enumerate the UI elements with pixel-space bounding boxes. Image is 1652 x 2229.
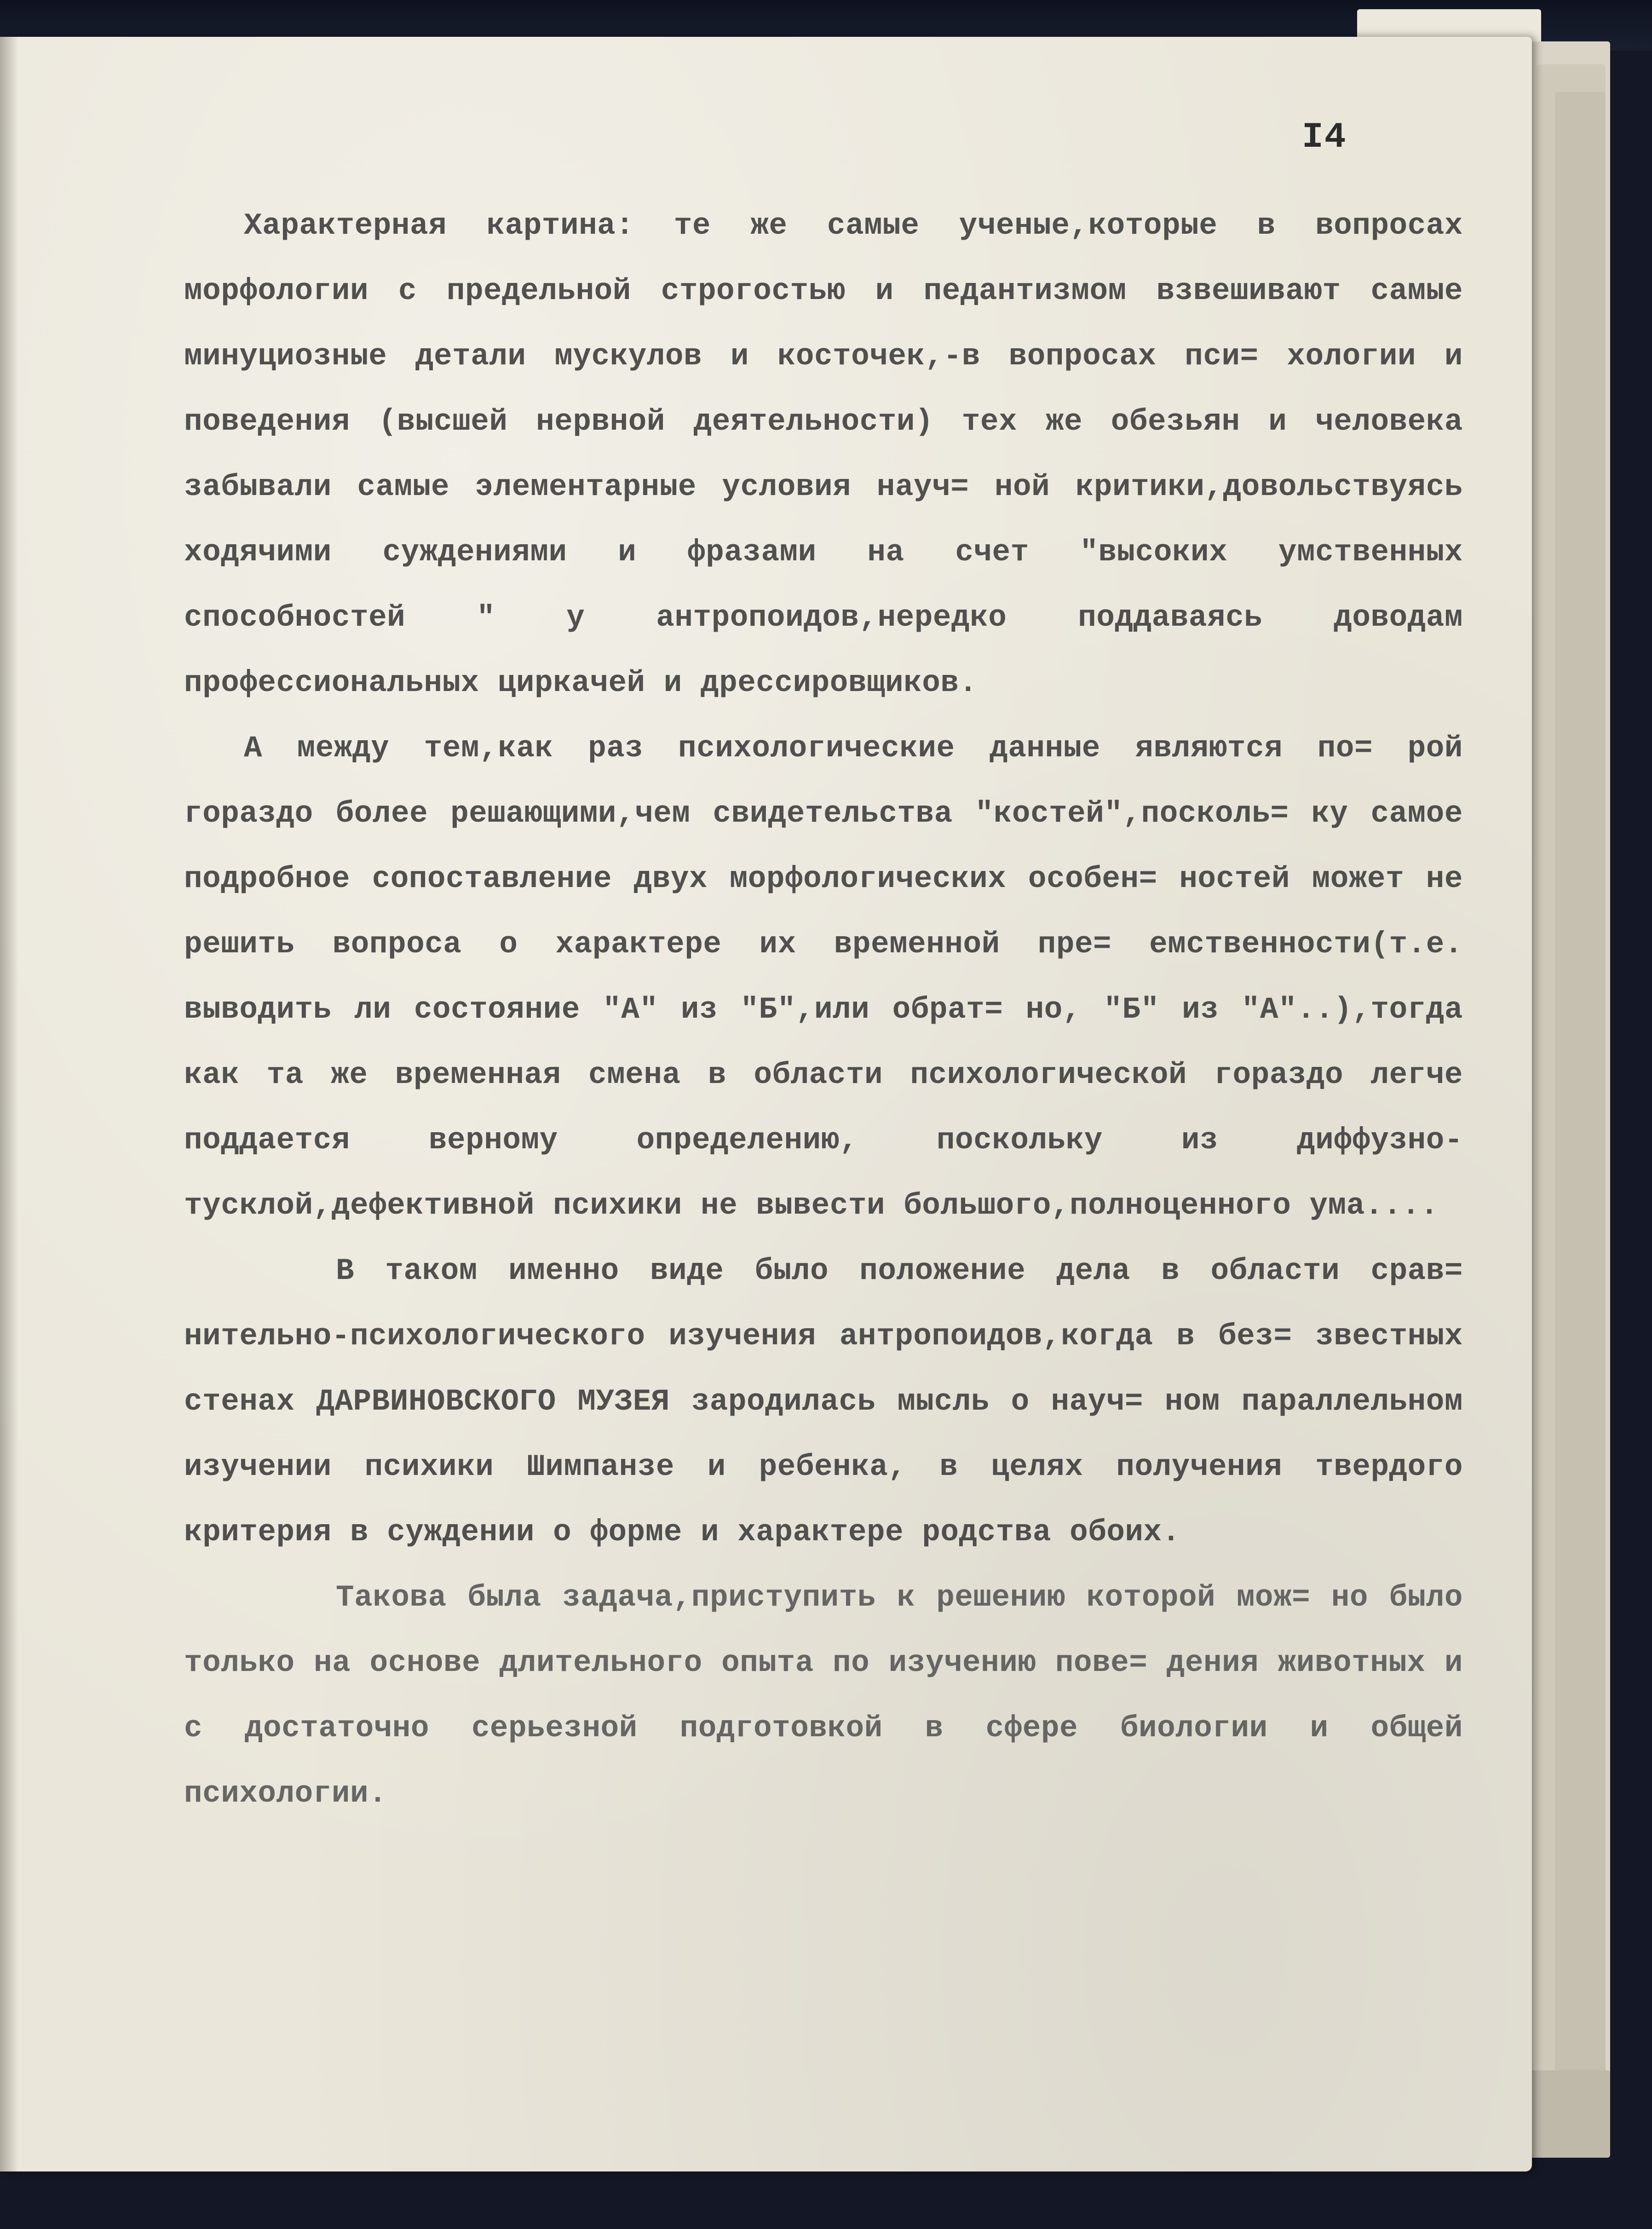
stacked-pages-edge — [1555, 92, 1606, 2125]
page-number: I4 — [1302, 117, 1347, 158]
paragraph: А между тем,как раз психологические данные являются по= рой гораздо более решающими,чем свидетельства "костей",посколь= ку самое подробное сопоставление двух морфологических особен= ностей может не решить вопроса о характере их временной пре= емственности(т.е. выводить ли состояние "А" из "Б",или обрат= но, "Б" из "А"..),тогда как та же временная смена в области психологической гораздо легче поддается верному определению, поскольку из диффузно-тусклой,дефективной психики не вывести большого,полноценного ума.... — [184, 731, 1463, 1223]
page-body — [184, 193, 1463, 1826]
paragraph: В таком именно виде было положение дела в области срав= нительно-психологического изучения антропоидов,когда в без= звестных стенах ДАРВИНОВСКОГО МУЗЕЯ зародилась мысль о науч= ном параллельном изучении психики Шимпанзе и ребенка, в целях получения твердого критерия в суждении о форме и характере родства обоих. — [184, 1254, 1463, 1549]
page-fold-shadow — [0, 37, 18, 2171]
paragraph: Характерная картина: те же самые ученые,которые в вопросах морфологии с предельной строгостью и педантизмом взвешивают самые минуциозные детали мускулов и косточек,-в вопросах пси= хологии и поведения (высшей нервной деятельности) тех же обезьян и человека забывали самые элементарные условия науч= ной критики,довольствуясь ходячими суждениями и фразами на счет "высоких умственных способностей " у антропоидов,нередко поддаваясь доводам профессиональных циркачей и дрессировщиков. — [184, 208, 1463, 700]
paragraph: Такова была задача,приступить к решению которой мож= но было только на основе длительного опыта по изучению пове= дения животных и с достаточно серьезной подготовкой в сфере биологии и общей психологии. — [184, 1580, 1463, 1811]
